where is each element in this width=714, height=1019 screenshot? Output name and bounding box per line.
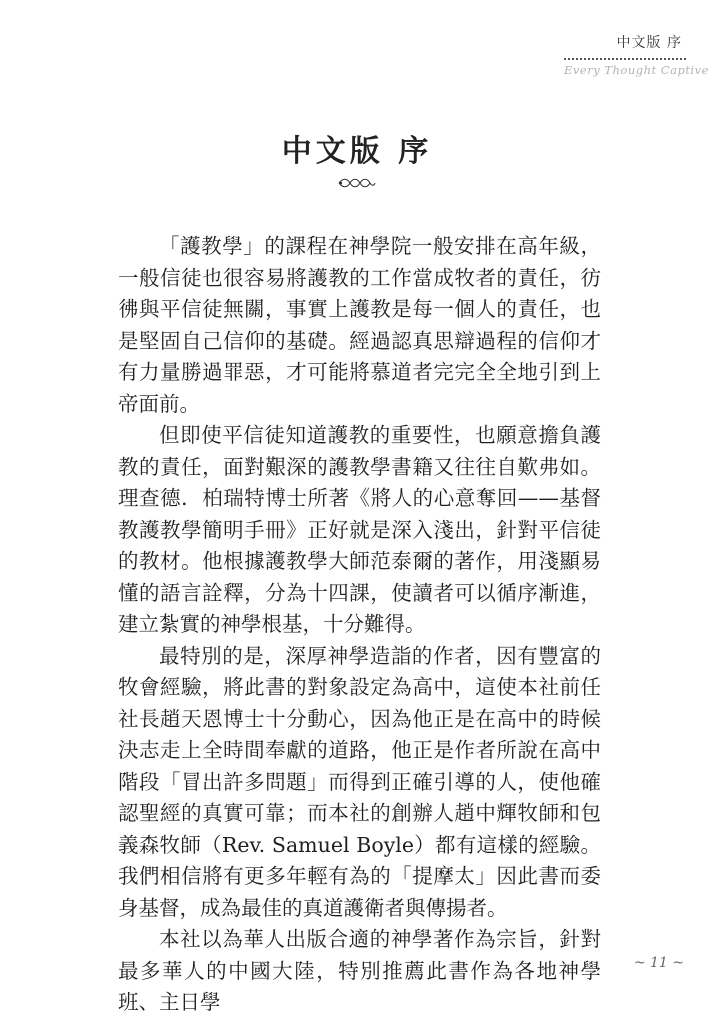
paragraph-3: 最特別的是，深厚神學造詣的作者，因有豐富的牧會經驗，將此書的對象設定為高中，這使本社前任社長趙天恩博士十分動心，因為他正是在高中的時候決志走上全時間奉獻的道路，他正是作者所說在高中階段「冒出許多問題」而得到正確引導的人，使他確認聖經的真實可靠；而本社的創辦人趙中輝牧師和包義森牧師（Rev. Samuel Boyle）都有這樣的經驗。我們相信將有更多年輕有為的「提摩太」因此書而委身基督，成為最佳的真道護衛者與傳揚者。 bbox=[118, 643, 601, 920]
flourish-ornament-icon bbox=[338, 176, 376, 190]
chapter-title: 中文版 序 bbox=[281, 134, 433, 169]
running-header bbox=[564, 32, 709, 77]
paragraph-2: 但即使平信徒知道護教的重要性，也願意擔負護教的責任，面對艱深的護教學書籍又往往自歎弗如。理查德．柏瑞特博士所著《將人的心意奪回——基督教護教學簡明手冊》正好就是深入淺出，針對平信徒的教材。他根據護教學大師范泰爾的著作，用淺顯易懂的語言詮釋，分為十四課，使讀者可以循序漸進，建立紮實的神學根基，十分難得。 bbox=[118, 423, 601, 636]
running-subtitle: Every Thought Captive bbox=[564, 63, 709, 77]
paragraph-4: 本社以為華人出版合適的神學著作為宗旨，針對最多華人的中國大陸，特別推薦此書作為各地神學班、主日學 bbox=[118, 927, 601, 1014]
body-text bbox=[118, 231, 601, 1019]
running-header-rule bbox=[564, 58, 686, 60]
page-number: ~ 11 ~ bbox=[633, 955, 684, 971]
running-title: 中文版 序 bbox=[616, 35, 682, 51]
paragraph-1: 「護教學」的課程在神學院一般安排在高年級，一般信徒也很容易將護教的工作當成牧者的責任，彷彿與平信徒無關，事實上護教是每一個人的責任，也是堅固自己信仰的基礎。經過認真思辯過程的信仰才有力量勝過罪惡，才可能將慕道者完完全全地引到上帝面前。 bbox=[118, 234, 601, 416]
